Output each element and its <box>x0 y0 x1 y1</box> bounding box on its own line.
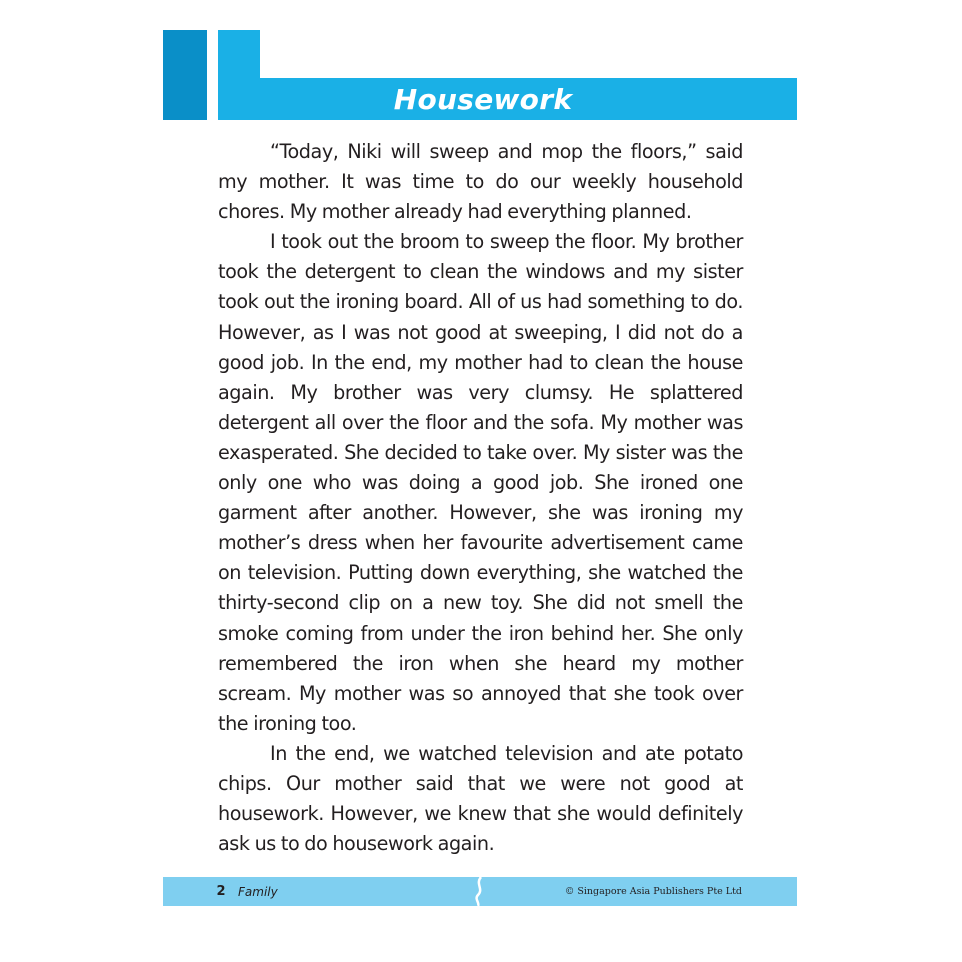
header-tab-dark <box>163 30 207 120</box>
story-paragraph: In the end, we watched television and ate potato chips. Our mother said that we were not good at housework. However, we knew that she would definitely ask us to do housework again. <box>218 741 743 856</box>
page-title: Housework <box>393 83 573 116</box>
story-body <box>218 137 743 859</box>
story-paragraph: I took out the broom to sweep the floor. My brother took the detergent to clean the windows and my sister took out the ironing board. All of us had something to do. However, as I was not good at sweeping, I did not do a good job. In the end, my mother had to clean the house again. My brother was very clumsy. He splattered detergent all over the floor and the sofa. My mother was exasperated. She decided to take over. My sister was the only one who was doing a good job. She ironed one garment after another. However, she was ironing my mother’s dress when her favourite advertisement came on television. Putting down everything, she watched the thirty-second clip on a new toy. She did not smell the smoke coming from under the iron behind her. She only remembered the iron when she heard my mother scream. My mother was so annoyed that she took over the ironing too. <box>218 230 743 735</box>
section-label: Family <box>238 885 278 899</box>
copyright-notice: © Singapore Asia Publishers Pte Ltd <box>564 886 742 897</box>
footer-divider-curve <box>472 877 486 906</box>
page-number: 2 <box>216 884 226 899</box>
story-paragraph: “Today, Niki will sweep and mop the floors,” said my mother. It was time to do our weekly household chores. My mother already had everything planned. <box>218 140 743 224</box>
